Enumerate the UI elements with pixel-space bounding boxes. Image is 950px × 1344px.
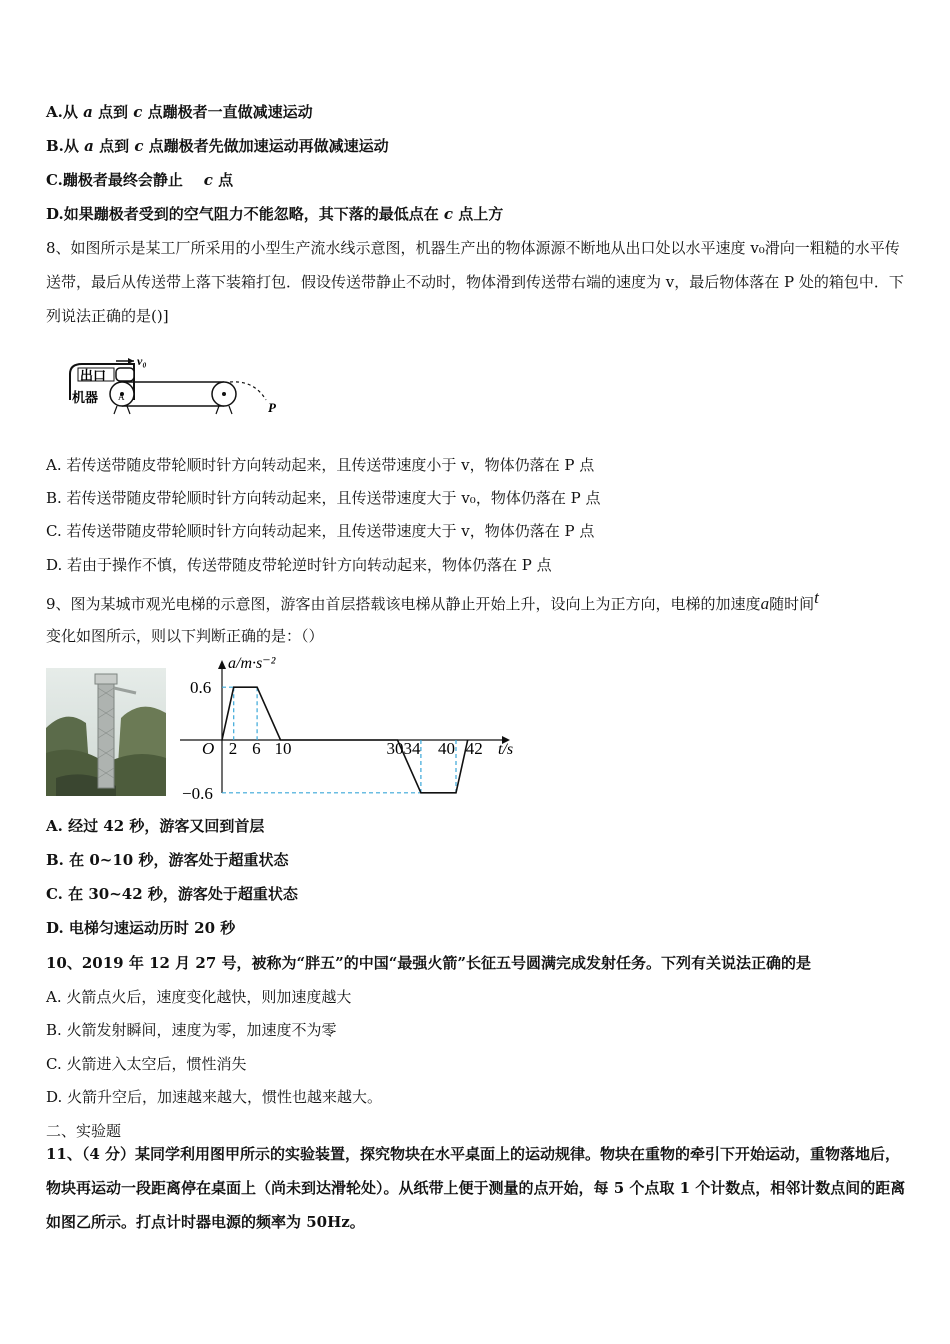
q10-stem: 10、2019 年 12 月 27 号，被称为“胖五”的中国“最强火箭”长征五号圆满完成发射任务。下列有关说法正确的是 <box>46 954 811 972</box>
q9-stem-line2: 变化如图所示，则以下判断正确的是：（） <box>46 627 324 645</box>
q9-option-b: B. 在 0~10 秒，游客处于超重状态 <box>46 851 289 869</box>
v0-label: v₀ <box>137 354 147 368</box>
xtick-10: 10 <box>274 739 292 758</box>
q9-option-a: A. 经过 42 秒，游客又回到首层 <box>46 817 265 835</box>
exit-label: 出口 <box>80 368 107 383</box>
q8-option-a: A. 若传送带随皮带轮顺时针方向转动起来，且传送带速度小于 v，物体仍落在 P 点 <box>46 456 595 474</box>
q9-option-d: D. 电梯匀速运动历时 20 秒 <box>46 919 236 937</box>
ytick-pos: 0.6 <box>190 678 212 698</box>
q9-option-c: C. 在 30~42 秒，游客处于超重状态 <box>46 885 298 903</box>
q8-option-b: B. 若传送带随皮带轮顺时针方向转动起来，且传送带速度大于 v₀，物体仍落在 P 点 <box>46 489 601 507</box>
q10-option-b: B. 火箭发射瞬间，速度为零，加速度不为零 <box>46 1021 337 1039</box>
machine-label: 机器 <box>72 390 99 405</box>
origin-label: O <box>202 739 215 758</box>
q8-stem: 8、如图所示是某工厂所采用的小型生产流水线示意图，机器生产出的物体源源不断地从出口处以水平速度 v₀滑向一粗糙的水平传送带，最后从传送带上落下装箱打包．假设传送带静止不动时，物体滑到传送带右端的速度为 v，最后物体落在 P 处的箱包中．下列说法正确的是()] <box>46 239 904 325</box>
q8-option-d: D. 若由于操作不慎，传送带随皮带轮逆时针方向转动起来，物体仍落在 P 点 <box>46 556 552 574</box>
q10-option-d: D. 火箭升空后，加速越来越大，惯性也越来越大。 <box>46 1088 383 1106</box>
xtick-40: 40 <box>438 739 455 758</box>
conveyor-figure <box>64 352 284 422</box>
xtick-6: 6 <box>252 739 261 758</box>
svg-text:A: A <box>118 392 125 402</box>
xtick-42: 42 <box>465 739 483 758</box>
q8-option-c: C. 若传送带随皮带轮顺时针方向转动起来，且传送带速度大于 v，物体仍落在 P 点 <box>46 522 595 540</box>
q11-stem: 11、（4 分）某同学利用图甲所示的实验装置，探究物块在水平桌面上的运动规律。物块在重物的牵引下开始运动，重物落地后，物块再运动一段距离停在桌面上（尚未到达滑轮处）。从纸带上便于测量的点开始，每 5 个点取 1 个计数点，相邻计数点间的距离如图乙所示。打点计时器电源的频率为 50Hz。 <box>46 1145 906 1231</box>
xtick-2: 2 <box>228 739 238 758</box>
q7-option-c: C.蹦极者最终会静止 c 点 <box>46 171 234 189</box>
section-heading: 二、实验题 <box>46 1122 122 1140</box>
q7-option-b: B.从 a 点到 c 点蹦极者先做加速运动再做减速运动 <box>46 137 389 155</box>
q7-option-a: A.从 a 点到 c 点蹦极者一直做减速运动 <box>46 103 313 121</box>
q10-option-c: C. 火箭进入太空后，惯性消失 <box>46 1055 247 1073</box>
y-axis-label: a/m·s⁻² <box>228 655 276 672</box>
p-label: P <box>268 400 276 415</box>
x-axis-label: t/s <box>498 741 514 758</box>
elevator-photo <box>46 668 166 796</box>
q7-option-d: D.如果蹦极者受到的空气阻力不能忽略，其下落的最低点在 c 点上方 <box>46 205 504 223</box>
q10-option-a: A. 火箭点火后，速度变化越快，则加速度越大 <box>46 988 352 1006</box>
ytick-neg: −0.6 <box>182 783 213 800</box>
acceleration-time-chart <box>180 648 530 800</box>
xtick-30-34: 3034 <box>386 739 421 758</box>
y-axis-arrow <box>218 660 226 669</box>
q9-stem-line1: 9、图为某城市观光电梯的示意图，游客由首层搭载该电梯从静止开始上升，设向上为正方向，电梯的加速度a随时间t <box>46 588 819 613</box>
